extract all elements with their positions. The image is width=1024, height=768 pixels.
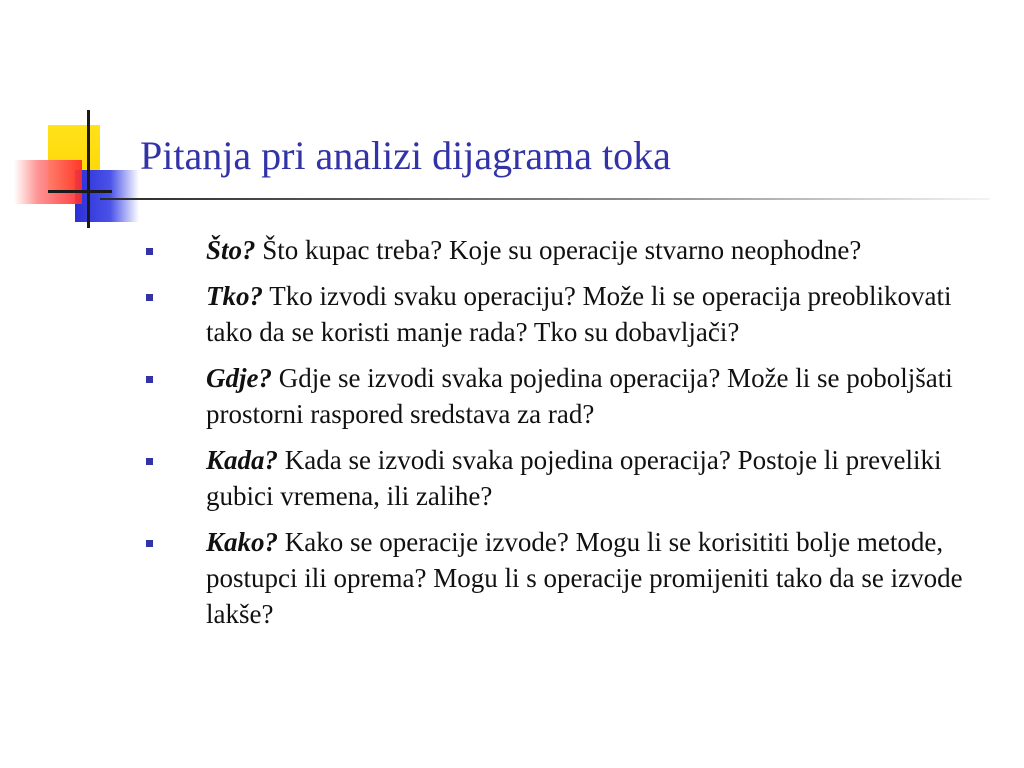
decorative-red-square (14, 160, 82, 204)
bullet-square-icon (146, 294, 153, 301)
bullet-text: Gdje se izvodi svaka pojedina operacija? Može li se poboljšati prostorni raspored sredstava za rad? (206, 363, 953, 429)
title-underline (100, 198, 990, 200)
bullet-text: Što kupac treba? Koje su operacije stvarno neophodne? (255, 235, 862, 265)
bullet-lead: Kako? (206, 527, 279, 557)
bullet-lead: Kada? (206, 445, 279, 475)
bullet-item-sto (140, 232, 990, 268)
decorative-vertical-line (87, 110, 90, 228)
bullet-item-kako (140, 524, 990, 632)
bullet-list (140, 232, 990, 642)
bullet-text: Tko izvodi svaku operaciju? Može li se operacija preoblikovati tako da se koristi manje rada? Tko su dobavljači? (206, 281, 952, 347)
bullet-square-icon (146, 540, 153, 547)
bullet-item-kada (140, 442, 990, 514)
bullet-text: Kada se izvodi svaka pojedina operacija? Postoje li preveliki gubici vremena, ili zalihe? (206, 445, 942, 511)
bullet-lead: Što? (206, 235, 256, 265)
bullet-item-gdje (140, 360, 990, 432)
bullet-lead: Gdje? (206, 363, 272, 393)
decorative-blue-square (75, 170, 139, 222)
bullet-square-icon (146, 376, 153, 383)
bullet-item-tko (140, 278, 990, 350)
bullet-square-icon (146, 458, 153, 465)
decorative-horizontal-line (48, 190, 112, 193)
bullet-square-icon (146, 248, 153, 255)
slide-title: Pitanja pri analizi dijagrama toka (140, 133, 671, 178)
bullet-text: Kako se operacije izvode? Mogu li se korisititi bolje metode, postupci ili oprema? Mogu li s operacije promijeniti tako da se izvode lakše? (206, 527, 963, 629)
bullet-lead: Tko? (206, 281, 263, 311)
